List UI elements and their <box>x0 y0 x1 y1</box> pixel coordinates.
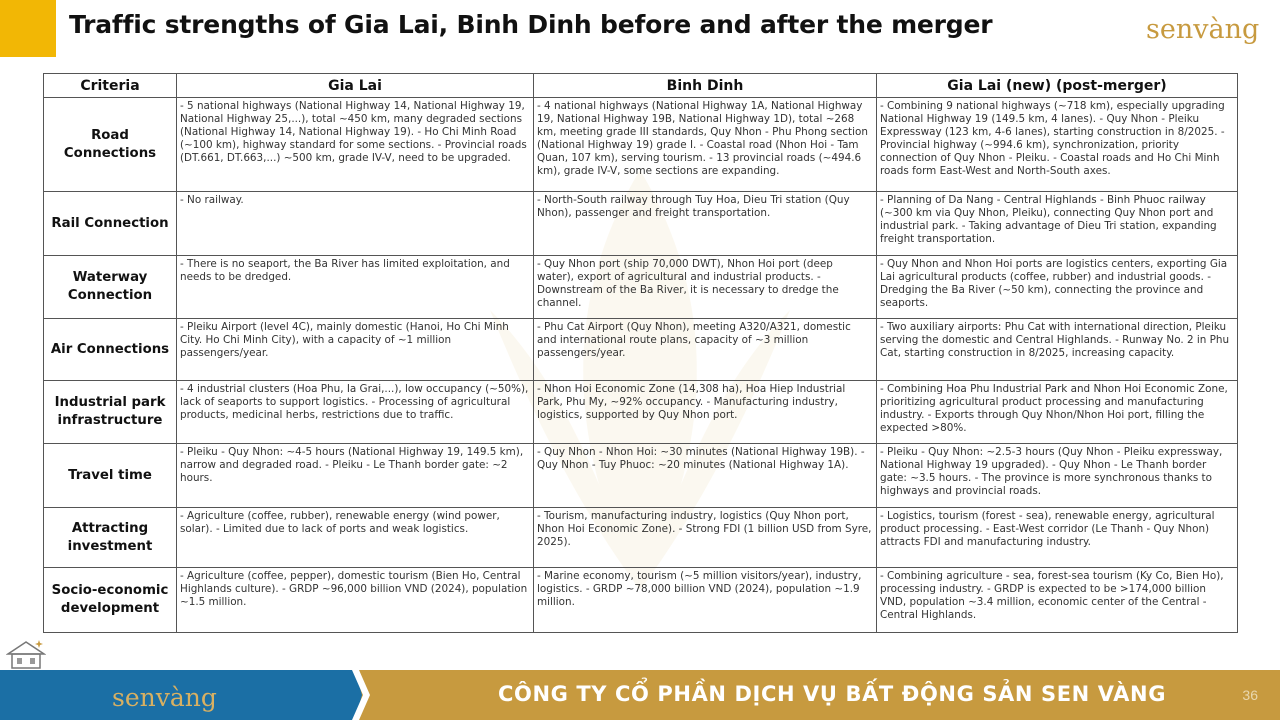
criteria-cell: Road Connections <box>44 98 177 192</box>
table-row <box>44 98 1238 192</box>
criteria-cell: Travel time <box>44 444 177 508</box>
footer-logo <box>112 678 232 714</box>
title-accent-block <box>0 0 56 57</box>
post-merger-cell: - Logistics, tourism (forest - sea), renewable energy, agricultural product processing. - East-West corridor (Le Thanh - Quy Nhon) attracts FDI and manufacturing industry. <box>877 508 1238 568</box>
post-merger-cell: - Combining Hoa Phu Industrial Park and Nhon Hoi Economic Zone, prioritizing agricultural product processing and manufacturing industry. - Exports through Quy Nhon/Nhon Hoi port, filling the expected >80%. <box>877 381 1238 444</box>
table-row <box>44 508 1238 568</box>
post-merger-cell: - Planning of Da Nang - Central Highlands - Binh Phuoc railway (~300 km via Quy Nhon, Pleiku), connecting Quy Nhon port and industrial park. - Taking advantage of Dieu Tri station, expanding freight transportation. <box>877 192 1238 256</box>
table-row <box>44 444 1238 508</box>
table-row <box>44 256 1238 319</box>
criteria-cell: Socio-economic development <box>44 568 177 633</box>
comparison-table <box>43 73 1238 633</box>
post-merger-cell: - Combining agriculture - sea, forest-sea tourism (Ky Co, Bien Ho), processing industry. - GRDP is expected to be >174,000 billion VND, population ~3.4 million, economic center of the Central - Central Highlands. <box>877 568 1238 633</box>
binh-dinh-cell: - Tourism, manufacturing industry, logistics (Quy Nhon port, Nhon Hoi Economic Zone). - Strong FDI (1 billion USD from Syre, 2025). <box>534 508 877 568</box>
header-post-merger: Gia Lai (new) (post-merger) <box>877 74 1238 98</box>
binh-dinh-cell: - North-South railway through Tuy Hoa, Dieu Tri station (Quy Nhon), passenger and freight transportation. <box>534 192 877 256</box>
criteria-cell: Industrial park infrastructure <box>44 381 177 444</box>
table-row <box>44 192 1238 256</box>
criteria-cell: Air Connections <box>44 319 177 381</box>
post-merger-cell: - Pleiku - Quy Nhon: ~2.5-3 hours (Quy Nhon - Pleiku expressway, National Highway 19 upgraded). - Quy Nhon - Le Thanh border gate: ~3.5 hours. - The province is more synchronous thanks to highways and provincial roads. <box>877 444 1238 508</box>
post-merger-cell: - Combining 9 national highways (~718 km), especially upgrading National Highway 19 (149.5 km, 4 lanes). - Quy Nhon - Pleiku Expressway (123 km, 4-6 lanes), starting construction in 8/2025. - Provincial highway (~994.6 km), synchronization, priority connection of Quy Nhon - Pleiku. - Coastal roads and Ho Chi Minh roads form East-West and North-South axes. <box>877 98 1238 192</box>
company-name: CÔNG TY CỔ PHẦN DỊCH VỤ BẤT ĐỘNG SẢN SEN VÀNG <box>498 682 1167 706</box>
gia-lai-cell: - Pleiku - Quy Nhon: ~4-5 hours (National Highway 19, 149.5 km), narrow and degraded road. - Pleiku - Le Thanh border gate: ~2 hours. <box>177 444 534 508</box>
footer-logo-text: senvàng <box>112 683 217 712</box>
gia-lai-cell: - Pleiku Airport (level 4C), mainly domestic (Hanoi, Ho Chi Minh City. Ho Chi Minh City), with a capacity of ~1 million passengers/year. <box>177 319 534 381</box>
binh-dinh-cell: - Quy Nhon port (ship 70,000 DWT), Nhon Hoi port (deep water), export of agricultural and industrial products. - Downstream of the Ba River, it is necessary to dredge the channel. <box>534 256 877 319</box>
post-merger-cell: - Two auxiliary airports: Phu Cat with international direction, Pleiku serving the domestic and Central Highlands. - Runway No. 2 in Phu Cat, starting construction in 8/2025, increasing capacity. <box>877 319 1238 381</box>
building-icon <box>6 640 46 670</box>
criteria-cell: Attracting investment <box>44 508 177 568</box>
page-title: Traffic strengths of Gia Lai, Binh Dinh before and after the merger <box>69 10 993 39</box>
binh-dinh-cell: - Nhon Hoi Economic Zone (14,308 ha), Hoa Hiep Industrial Park, Phu My, ~92% occupancy. - Manufacturing industry, logistics, supported by Quy Nhon port. <box>534 381 877 444</box>
table-row <box>44 319 1238 381</box>
page-number: 36 <box>1242 687 1258 703</box>
gia-lai-cell: - 5 national highways (National Highway 14, National Highway 19, National Highway 25,...), total ~450 km, many degraded sections (National Highway 14, National Highway 19). - Ho Chi Minh Road (~100 km), highway standard for some sections. - Provincial roads (DT.661, DT.663,...) ~500 km, grade IV-V, need to be upgraded. <box>177 98 534 192</box>
logo-text: senvàng <box>1146 14 1260 45</box>
binh-dinh-cell: - Marine economy, tourism (~5 million visitors/year), industry, logistics. - GRDP ~78,000 billion VND (2024), population ~1.9 million. <box>534 568 877 633</box>
sen-vang-logo <box>1146 4 1270 48</box>
gia-lai-cell: - 4 industrial clusters (Hoa Phu, Ia Grai,...), low occupancy (~50%), lack of seaports to support logistics. - Processing of agricultural products, medicinal herbs, restrictions due to traffic. <box>177 381 534 444</box>
table-row <box>44 568 1238 633</box>
gia-lai-cell: - Agriculture (coffee, pepper), domestic tourism (Bien Ho, Central Highlands culture). - GRDP ~96,000 billion VND (2024), population ~1.5 million. <box>177 568 534 633</box>
table-header-row <box>44 74 1238 98</box>
post-merger-cell: - Quy Nhon and Nhon Hoi ports are logistics centers, exporting Gia Lai agricultural products (coffee, rubber) and industrial goods. - Dredging the Ba River (~50 km), connecting the province and seaports. <box>877 256 1238 319</box>
header-gia-lai: Gia Lai <box>177 74 534 98</box>
header-criteria: Criteria <box>44 74 177 98</box>
gia-lai-cell: - Agriculture (coffee, rubber), renewable energy (wind power, solar). - Limited due to lack of ports and weak logistics. <box>177 508 534 568</box>
footer-bar <box>0 670 1280 720</box>
criteria-cell: Waterway Connection <box>44 256 177 319</box>
binh-dinh-cell: - Phu Cat Airport (Quy Nhon), meeting A320/A321, domestic and international route plans, capacity of ~3 million passengers/year. <box>534 319 877 381</box>
gia-lai-cell: - There is no seaport, the Ba River has limited exploitation, and needs to be dredged. <box>177 256 534 319</box>
header-binh-dinh: Binh Dinh <box>534 74 877 98</box>
table-row <box>44 381 1238 444</box>
gia-lai-cell: - No railway. <box>177 192 534 256</box>
binh-dinh-cell: - Quy Nhon - Nhon Hoi: ~30 minutes (National Highway 19B). - Quy Nhon - Tuy Phuoc: ~20 minutes (National Highway 1A). <box>534 444 877 508</box>
criteria-cell: Rail Connection <box>44 192 177 256</box>
binh-dinh-cell: - 4 national highways (National Highway 1A, National Highway 19, National Highway 19B, National Highway 1D), total ~268 km, meeting grade III standards, Quy Nhon - Phu Phong section (National Highway 19) grade I. - Coastal road (Nhon Hoi - Tam Quan, 107 km), serving tourism. - 13 provincial roads (~494.6 km), grade IV-V, some sections are expanding. <box>534 98 877 192</box>
